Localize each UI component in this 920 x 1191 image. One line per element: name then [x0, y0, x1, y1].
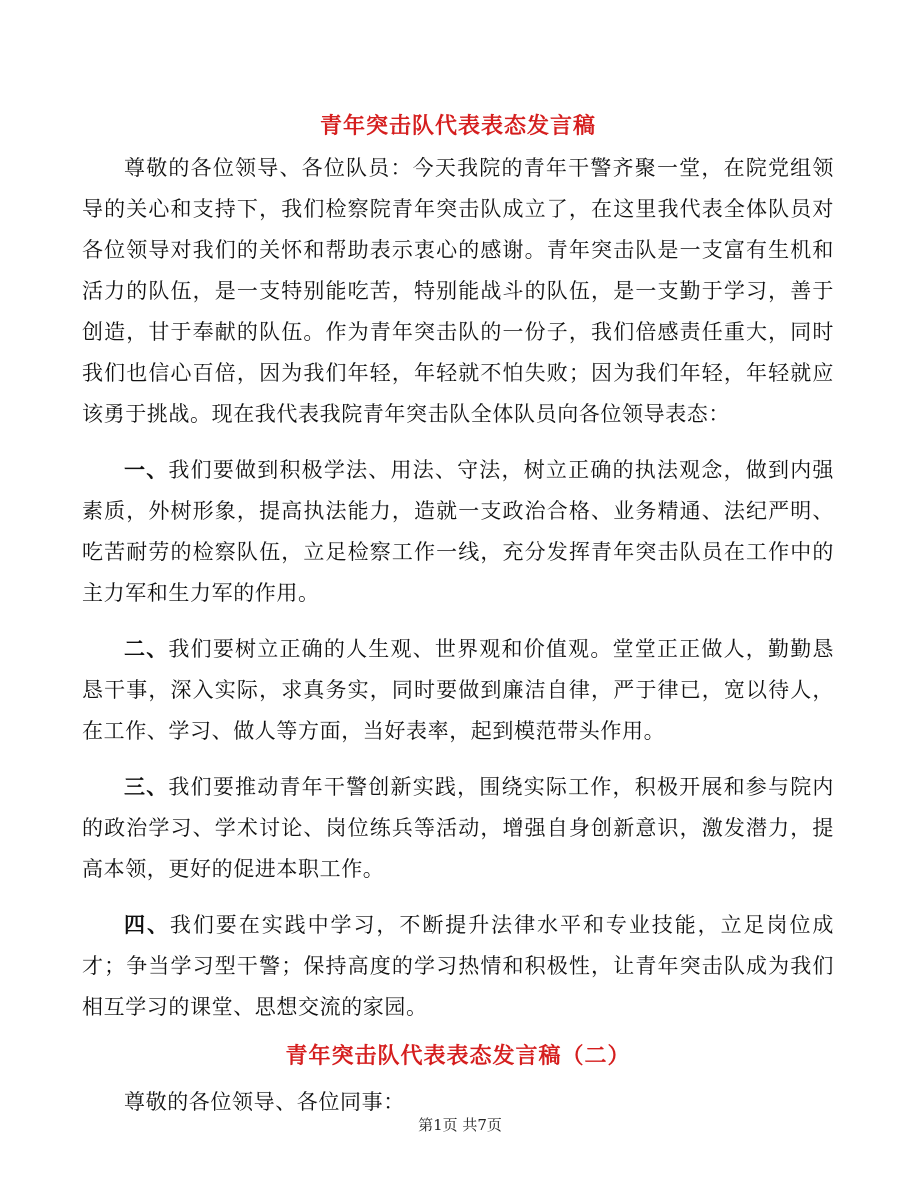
document-body — [82, 104, 834, 1123]
section-three — [82, 766, 834, 890]
section-three-lead: 三、 — [124, 774, 169, 799]
section-one-lead: 一、 — [124, 457, 169, 482]
section-one — [82, 449, 834, 614]
section-two-text: 我们要树立正确的人生观、世界观和价值观。堂堂正正做人，勤勤恳恳干事，深入实际，求真务实，同时要做到廉洁自律，严于律已，宽以待人，在工作、学习、做人等方面，当好表率，起到模范带头作用。 — [82, 637, 835, 743]
section-three-text: 我们要推动青年干警创新实践，围绕实际工作，积极开展和参与院内的政治学习、学术讨论、岗位练兵等活动，增强自身创新意识，激发潜力，提高本领，更好的促进本职工作。 — [82, 775, 835, 881]
section-one-text: 我们要做到积极学法、用法、守法，树立正确的执法观念，做到内强素质，外树形象，提高执法能力，造就一支政治合格、业务精通、法纪严明、吃苦耐劳的检察队伍，立足检察工作一线，充分发挥青年突击队员在工作中的主力军和生力军的作用。 — [82, 458, 835, 605]
second-document-title: 青年突击队代表表态发言稿（二） — [285, 1043, 631, 1069]
second-greeting: 尊敬的各位领导、各位同事： — [124, 1090, 405, 1114]
section-two-lead: 二、 — [124, 636, 169, 661]
document-title: 青年突击队代表表态发言稿 — [319, 113, 596, 139]
section-four-text: 我们要在实践中学习，不断提升法律水平和专业技能，立足岗位成才；争当学习型干警；保持高度的学习热情和积极性，让青年突击队成为我们相互学习的课堂、思想交流的家园。 — [82, 913, 835, 1019]
section-four — [82, 904, 834, 1028]
section-two — [82, 628, 834, 752]
intro-paragraph: 尊敬的各位领导、各位队员：今天我院的青年干警齐聚一堂，在院党组领导的关心和支持下，我们检察院青年突击队成立了，在这里我代表全体队员对各位领导对我们的关怀和帮助表示衷心的感谢。青年突击队是一支富有生机和活力的队伍，是一支特别能吃苦，特别能战斗的队伍，是一支勤于学习，善于创造，甘于奉献的队伍。作为青年突击队的一份子，我们倍感责任重大，同时我们也信心百倍，因为我们年轻，年轻就不怕失败；因为我们年轻，年轻就应该勇于挑战。现在我代表我院青年突击队全体队员向各位领导表态： — [82, 156, 834, 426]
section-four-lead: 四、 — [124, 912, 170, 937]
page-number-footer: 第1页 共7页 — [418, 1116, 502, 1134]
